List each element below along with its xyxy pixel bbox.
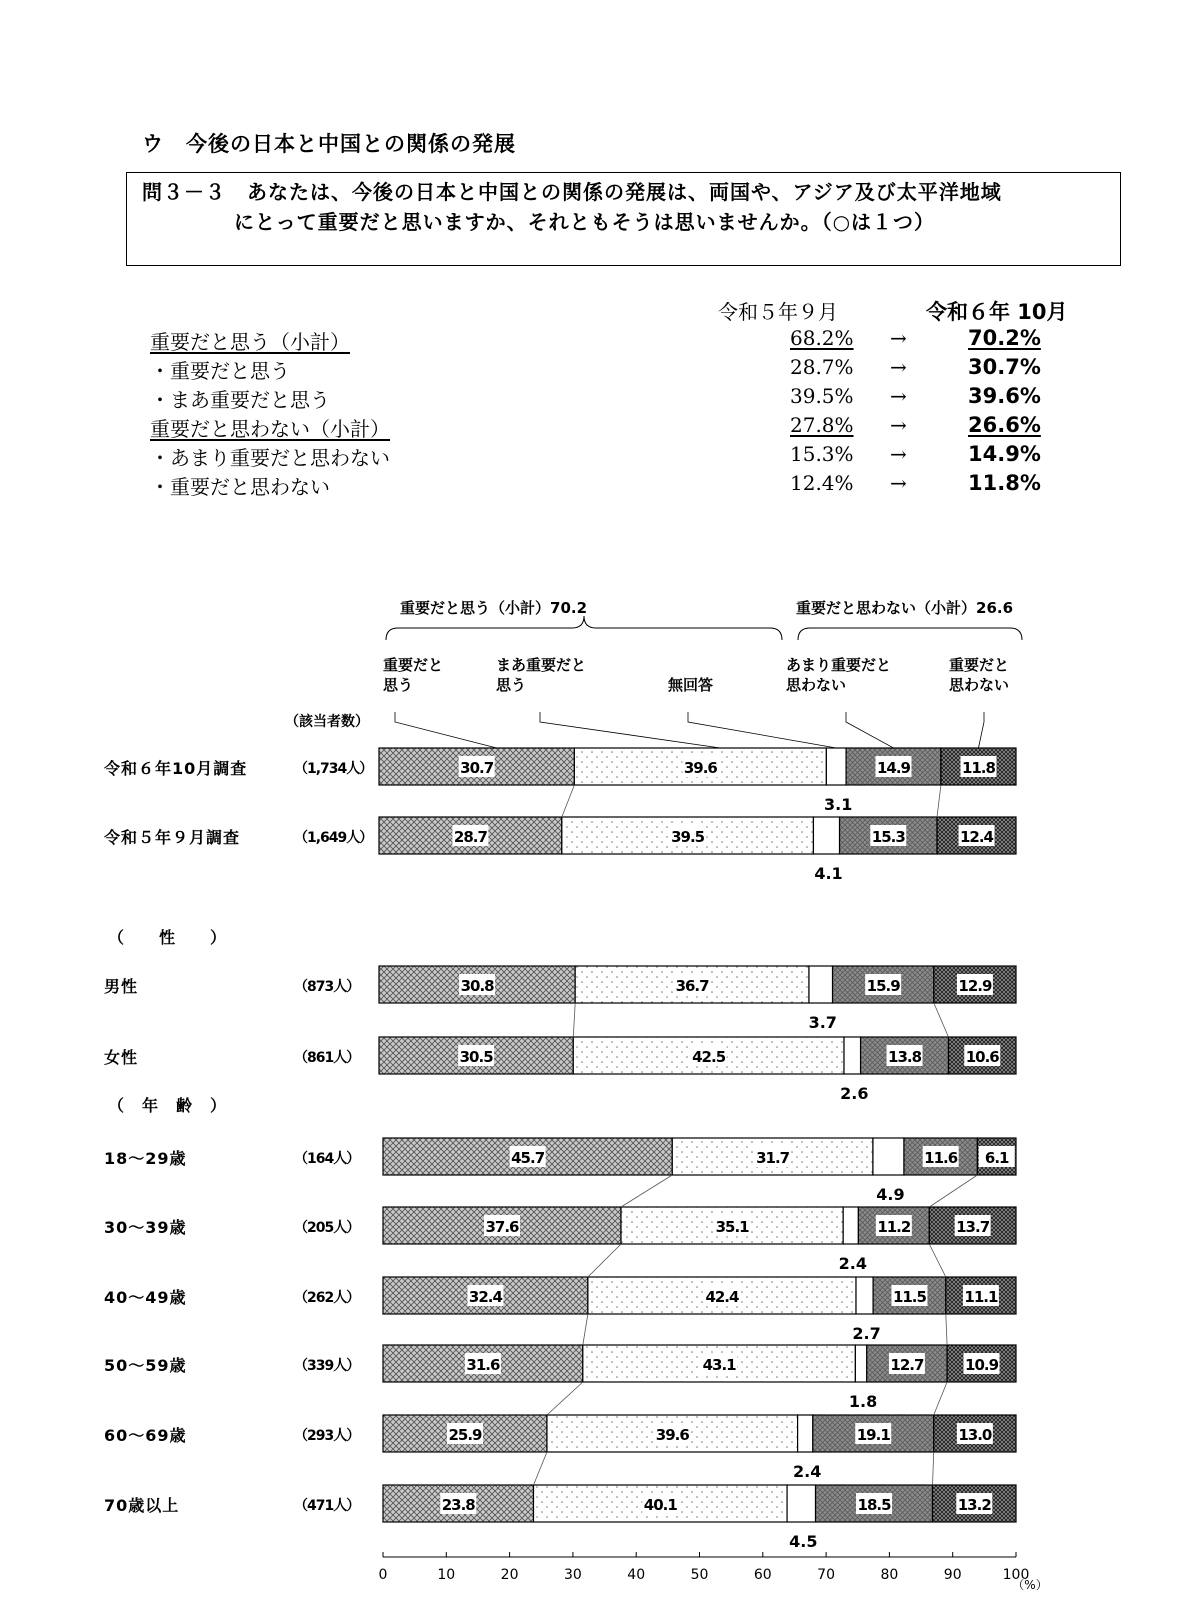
data-label: 31.6	[466, 1356, 500, 1374]
bar-segment	[813, 817, 839, 854]
data-label: 32.4	[468, 1288, 502, 1306]
summary-row-prev: 15.3%	[790, 442, 854, 466]
connector-line	[583, 1314, 588, 1345]
summary-row-curr: 11.8%	[968, 471, 1041, 495]
summary-row-prev: 28.7%	[790, 355, 854, 379]
row-count: （861人）	[294, 1050, 360, 1066]
data-label-no-answer: 2.4	[793, 1462, 822, 1481]
row-label: 70歳以上	[104, 1496, 180, 1515]
data-label: 10.9	[965, 1356, 999, 1374]
connector-line	[946, 1314, 947, 1345]
x-tick-label: 80	[880, 1567, 899, 1583]
data-label-no-answer: 1.8	[848, 1392, 878, 1411]
data-label: 13.7	[956, 1218, 990, 1236]
row-count: （873人）	[294, 979, 360, 995]
legend-leader-line	[978, 712, 984, 748]
connector-line	[573, 1003, 575, 1037]
data-label: 39.6	[655, 1426, 689, 1444]
x-tick-label: 50	[690, 1567, 709, 1583]
legend-leader-line	[688, 712, 836, 748]
row-label: 令和５年９月調査	[104, 828, 241, 847]
data-label: 14.9	[876, 759, 911, 777]
connector-line	[933, 1452, 934, 1485]
summary-row-label: 重要だと思う（小計）	[150, 330, 350, 354]
summary-row-curr: 70.2%	[968, 326, 1041, 350]
bar-segment	[873, 1138, 904, 1175]
data-label: 36.7	[675, 977, 709, 995]
data-label-no-answer: 3.1	[824, 795, 853, 814]
summary-arrow: →	[890, 326, 907, 350]
data-label: 39.5	[671, 828, 705, 846]
summary-row-prev: 39.5%	[790, 384, 854, 408]
bar-row	[379, 966, 1016, 1003]
bar-row	[379, 748, 1016, 785]
legend-leader-line	[395, 712, 497, 748]
summary-prev-header: 令和５年９月	[718, 300, 838, 324]
section-title: ウ 今後の日本と中国との関係の発展	[142, 132, 516, 156]
summary-row-label: ・まあ重要だと思う	[150, 388, 330, 412]
bar-row	[383, 1138, 1016, 1175]
data-label: 13.0	[958, 1426, 992, 1444]
row-count: （293人）	[294, 1428, 360, 1444]
data-label: 11.6	[924, 1149, 958, 1167]
bar-row	[379, 817, 1016, 854]
bar-segment	[787, 1485, 815, 1522]
row-label: 30～39歳	[104, 1218, 187, 1237]
data-label: 30.7	[460, 759, 494, 777]
data-label-no-answer: 4.5	[789, 1532, 818, 1551]
legend-cat-not-important: 重要だと 思わない	[949, 656, 1010, 694]
data-label: 23.8	[441, 1496, 475, 1514]
bar-row	[383, 1485, 1016, 1522]
connector-line	[588, 1244, 621, 1277]
summary-row-curr: 14.9%	[968, 442, 1041, 466]
data-label: 11.1	[964, 1288, 998, 1306]
data-label-no-answer: 2.7	[852, 1324, 881, 1343]
question-text-2: にとって重要だと思いますか、それともそうは思いませんか。（○は１つ）	[234, 210, 936, 234]
data-label: 31.7	[756, 1149, 790, 1167]
data-label: 12.7	[890, 1356, 924, 1374]
data-label-no-answer: 4.1	[814, 864, 843, 883]
data-label: 42.4	[705, 1288, 739, 1306]
connector-line	[621, 1175, 672, 1207]
summary-arrow: →	[890, 442, 907, 466]
data-label: 42.5	[692, 1048, 726, 1066]
legend-cat-no-answer: 無回答	[668, 676, 714, 694]
data-label: 28.7	[453, 828, 487, 846]
data-label: 13.2	[957, 1496, 991, 1514]
summary-row-label: ・重要だと思う	[150, 359, 290, 383]
bar-row	[383, 1207, 1016, 1244]
legend-group-important: 重要だと思う（小計）70.2	[400, 599, 588, 617]
data-label: 11.8	[961, 759, 995, 777]
data-label: 11.5	[892, 1288, 926, 1306]
x-tick-label: 10	[437, 1567, 456, 1583]
data-label: 6.1	[984, 1149, 1009, 1167]
x-tick-label: 40	[627, 1567, 646, 1583]
legend-bracket-not-important	[798, 628, 1022, 640]
data-label: 18.5	[857, 1496, 891, 1514]
bar-segment	[809, 966, 833, 1003]
connector-line	[929, 1175, 977, 1207]
row-count: （339人）	[294, 1358, 360, 1374]
legend-brackets	[386, 616, 782, 640]
bar-segment	[826, 748, 846, 785]
data-label: 25.9	[448, 1426, 482, 1444]
x-tick-label: 90	[943, 1567, 962, 1583]
bar-row	[379, 1037, 1016, 1074]
connector-line	[534, 1452, 547, 1485]
bar-segment	[843, 1207, 858, 1244]
row-count: （1,649人）	[294, 830, 373, 846]
question-number: 問３－３	[142, 180, 226, 204]
data-label: 45.7	[511, 1149, 545, 1167]
connector-line	[547, 1382, 583, 1415]
data-label-no-answer: 4.9	[876, 1185, 905, 1204]
summary-row-prev: 68.2%	[790, 326, 854, 350]
bar-segment	[856, 1277, 873, 1314]
summary-arrow: →	[890, 471, 907, 495]
summary-row-prev: 27.8%	[790, 413, 854, 437]
row-label: 18～29歳	[104, 1149, 187, 1168]
connector-line	[929, 1244, 946, 1277]
group-label-sex: （ 性 ）	[108, 928, 228, 947]
group-label-age: （ 年 齢 ）	[108, 1096, 228, 1115]
legend-leader-line	[846, 712, 894, 748]
row-count: （164人）	[294, 1151, 360, 1167]
summary-curr-header: 令和６年 10月	[926, 300, 1068, 324]
data-label: 15.9	[866, 977, 900, 995]
data-label: 19.1	[856, 1426, 890, 1444]
summary-arrow: →	[890, 355, 907, 379]
question-text-1: あなたは、今後の日本と中国との関係の発展は、両国や、アジア及び太平洋地域	[247, 180, 1002, 204]
legend-cat-somewhat-important: まあ重要だと 思う	[496, 656, 587, 694]
summary-arrow: →	[890, 384, 907, 408]
data-label-no-answer: 2.6	[840, 1084, 869, 1103]
data-label: 30.5	[459, 1048, 493, 1066]
x-tick-label: 20	[500, 1567, 519, 1583]
summary-row-curr: 26.6%	[968, 413, 1041, 437]
data-label-no-answer: 2.4	[838, 1254, 867, 1273]
row-label: 40～49歳	[104, 1288, 187, 1307]
row-count: （205人）	[294, 1220, 360, 1236]
legend-cat-not-very-important: あまり重要だと 思わない	[786, 656, 892, 694]
bar-segment	[855, 1345, 866, 1382]
connector-line	[934, 1003, 949, 1037]
data-label: 12.9	[958, 977, 992, 995]
data-label: 40.1	[643, 1496, 677, 1514]
summary-row-label: ・あまり重要だと思わない	[150, 446, 390, 470]
bar-segment	[798, 1415, 813, 1452]
row-label: 50～59歳	[104, 1356, 187, 1375]
bar-row	[383, 1277, 1016, 1314]
row-count: （1,734人）	[294, 761, 373, 777]
count-header: （該当者数）	[285, 714, 369, 730]
x-tick-label: 60	[753, 1567, 772, 1583]
row-count: （262人）	[294, 1290, 360, 1306]
bar-segment	[844, 1037, 861, 1074]
summary-arrow: →	[890, 413, 907, 437]
x-tick-label: 0	[378, 1567, 388, 1583]
data-label: 10.6	[965, 1048, 999, 1066]
summary-row-prev: 12.4%	[790, 471, 854, 495]
data-label: 39.6	[683, 759, 717, 777]
data-label: 37.6	[485, 1218, 519, 1236]
connector-line	[562, 785, 575, 817]
data-label: 43.1	[702, 1356, 736, 1374]
data-label-no-answer: 3.7	[808, 1013, 837, 1032]
data-label: 15.3	[871, 828, 905, 846]
connector-line	[937, 785, 941, 817]
data-label: 11.2	[877, 1218, 911, 1236]
bar-row	[383, 1415, 1016, 1452]
x-tick-label: 100	[1002, 1567, 1030, 1583]
row-count: （471人）	[294, 1498, 360, 1514]
connector-line	[934, 1382, 947, 1415]
data-label: 12.4	[959, 828, 994, 846]
row-label: 令和６年10月調査	[104, 759, 248, 778]
data-label: 13.8	[888, 1048, 922, 1066]
row-label: 60～69歳	[104, 1426, 187, 1445]
x-tick-label: 70	[817, 1567, 836, 1583]
legend-cat-important: 重要だと 思う	[383, 656, 444, 694]
bar-row	[383, 1345, 1016, 1382]
x-axis-label: （%）	[1012, 1578, 1048, 1592]
data-label: 30.8	[460, 977, 494, 995]
data-label: 35.1	[715, 1218, 749, 1236]
summary-row-label: ・重要だと思わない	[150, 475, 330, 499]
row-label: 女性	[104, 1048, 139, 1067]
legend-group-not-important: 重要だと思わない（小計）26.6	[796, 599, 1014, 617]
row-label: 男性	[104, 977, 139, 996]
summary-row-curr: 39.6%	[968, 384, 1041, 408]
legend-leader-line	[540, 712, 720, 748]
x-tick-label: 30	[563, 1567, 582, 1583]
summary-row-label: 重要だと思わない（小計）	[150, 417, 390, 441]
summary-row-curr: 30.7%	[968, 355, 1041, 379]
